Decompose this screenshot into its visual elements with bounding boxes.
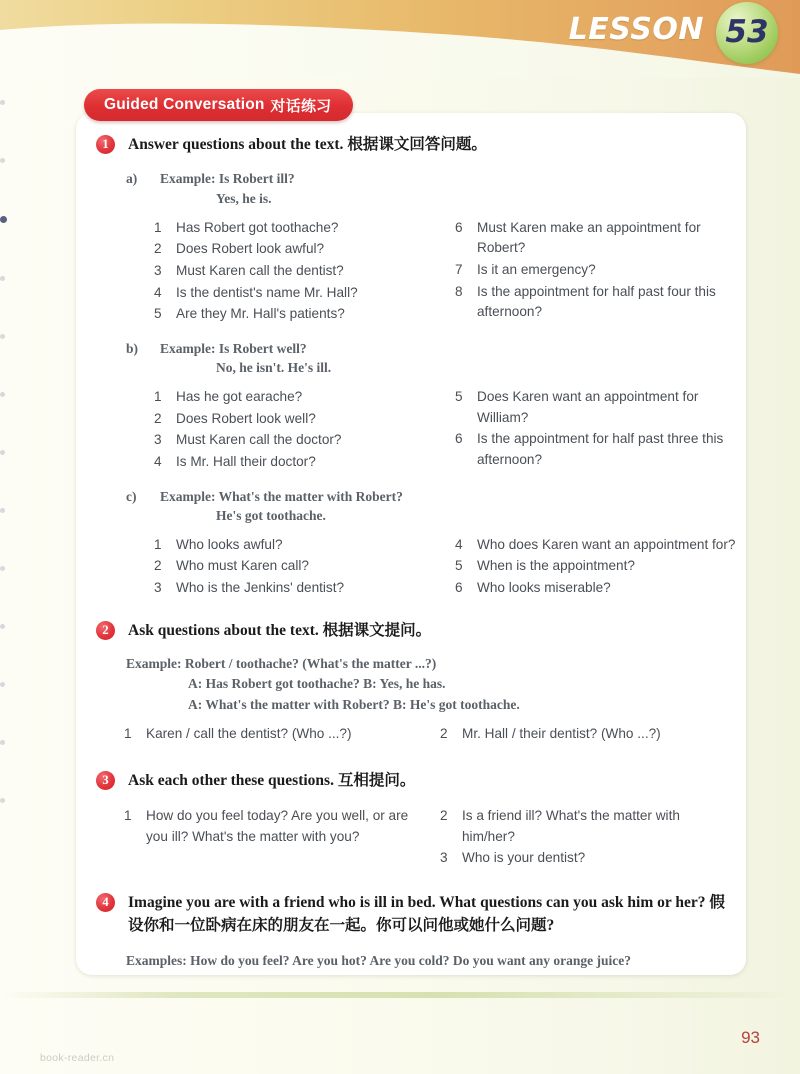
watermark: book-reader.cn [40,1052,115,1064]
part-a-example-answer: Yes, he is. [216,191,272,207]
item-number: 2 [440,808,448,824]
item-text: Is the appointment for half past three this afternoon? [477,431,724,467]
part-c-example-prompt: Example: What's the matter with Robert? [160,488,403,504]
exercise-2-questions [96,724,736,746]
exercise-3-heading [96,770,736,792]
exercise-list [96,134,736,973]
item-text: Are they Mr. Hall's patients? [176,306,345,322]
part-c-questions [126,535,736,600]
list-item [124,806,430,847]
binding-holes [0,100,7,960]
item-text: Has Robert got toothache? [176,219,339,235]
part-b-example [126,339,736,378]
item-number: 6 [455,580,463,596]
item-number: 8 [455,283,463,299]
list-item [154,430,445,451]
part-b-example-prompt: Example: Is Robert well? [160,340,307,356]
list-item [154,409,445,430]
item-number: 5 [154,306,162,322]
item-number: 1 [154,219,162,235]
exercise-number-badge: 1 [96,135,115,154]
part-a-questions [126,218,736,326]
part-c-label: c) [126,488,137,504]
binding-dot [0,392,5,397]
exercise-2 [96,620,736,746]
section-title-pill [84,89,353,121]
binding-dot [0,100,5,105]
binding-dot [0,450,5,455]
exercise-3-heading-en: Ask each other these questions. [128,771,334,789]
item-text: Who looks miserable? [477,580,611,596]
list-item [455,387,736,428]
binding-dot [0,158,5,163]
exercise-3-right-column [430,806,736,870]
item-text: Who must Karen call? [176,558,309,574]
item-text: Must Karen call the doctor? [176,432,342,448]
exercise-3 [96,770,736,870]
part-c-example [126,487,736,526]
item-text: Who looks awful? [176,536,283,552]
exercise-2-left-column [124,724,430,746]
item-text: Does Robert look awful? [176,241,325,257]
list-item [154,283,445,304]
item-text: Has he got earache? [176,389,303,404]
list-item [440,724,736,745]
exercise-4-heading-cn: 假设你和一位卧病在床的朋友在一起。你可以问他或她什么问题? [128,894,725,934]
item-number: 4 [154,453,162,469]
list-item [154,535,445,556]
item-text: Is it an emergency? [477,261,596,277]
exercise-2-example-line3: A: What's the matter with Robert? B: He's got toothache. [188,696,520,712]
part-b-left-column [154,387,445,474]
exercise-2-heading [96,620,736,642]
list-item [154,387,445,408]
list-item [154,218,445,239]
part-b-label: b) [126,340,139,356]
binding-dot [0,798,5,803]
item-number: 4 [154,284,162,300]
list-item [455,556,736,577]
item-number: 1 [124,808,132,824]
item-text: Must Karen call the dentist? [176,262,344,278]
item-number: 7 [455,261,463,277]
exercise-1-heading-cn: 根据课文回答问题。 [347,136,487,153]
item-text: When is the appointment? [477,558,635,574]
item-number: 6 [455,431,463,447]
part-c-example-answer: He's got toothache. [216,508,326,524]
binding-dot [0,508,5,513]
binding-dot [0,334,5,339]
lesson-label: LESSON [568,12,704,47]
exercise-2-heading-cn: 根据课文提问。 [322,621,432,639]
item-text: Is Mr. Hall their doctor? [176,453,316,469]
exercise-1-part-a [96,169,736,325]
exercise-number-badge: 4 [96,893,115,912]
exercise-3-questions [96,806,736,870]
item-text: Who is your dentist? [462,850,586,866]
list-item [455,578,736,599]
item-text: Is a friend ill? What's the matter with him/her? [462,808,680,844]
list-item [455,429,736,470]
item-number: 3 [440,850,448,866]
item-text: Is the dentist's name Mr. Hall? [176,284,358,300]
item-text: Who is the Jenkins' dentist? [176,580,345,596]
item-number: 2 [154,410,162,426]
exercise-number-badge: 2 [96,621,115,640]
item-number: 1 [124,725,132,741]
page-number: 93 [741,1028,760,1047]
list-item [455,260,736,281]
section-title-cn: 对话练习 [270,97,332,115]
item-text: How do you feel today? Are you well, or are you ill? What's the matter with you? [146,808,409,844]
part-a-example-prompt: Example: Is Robert ill? [160,171,295,187]
item-text: Must Karen make an appointment for Robert? [477,219,701,256]
item-number: 3 [154,432,162,448]
lesson-number-badge [716,2,778,64]
exercise-2-example [96,654,736,715]
list-item [124,724,430,745]
item-number: 6 [455,219,463,235]
header-wave-band [0,0,800,78]
exercise-number-badge: 3 [96,771,115,790]
list-item [154,556,445,577]
item-number: 2 [440,725,448,741]
part-c-right-column [445,535,736,600]
part-a-label: a) [126,171,138,187]
list-item [455,282,736,323]
exercise-4-heading-en: Imagine you are with a friend who is ill in bed. What questions can you ask him or her? [128,894,706,912]
item-number: 4 [455,536,463,552]
item-text: Mr. Hall / their dentist? (Who ...?) [462,725,661,741]
exercise-4 [96,892,736,971]
exercise-1 [96,134,736,600]
exercise-2-heading-en: Ask questions about the text. [128,621,319,639]
item-number: 5 [455,389,463,404]
item-number: 1 [154,536,162,552]
item-text: Does Karen want an appointment for William? [477,389,699,425]
item-number: 5 [455,558,463,574]
item-number: 3 [154,262,162,278]
item-number: 2 [154,558,162,574]
item-number: 2 [154,241,162,257]
list-item [154,452,445,473]
exercise-1-heading [96,134,736,156]
list-item [154,239,445,260]
part-c-left-column [154,535,445,600]
exercise-1-part-b [96,339,736,474]
part-b-questions [126,387,736,474]
part-a-right-column [445,218,736,326]
binding-dot [0,276,5,281]
exercise-4-examples: Examples: How do you feel? Are you hot? Are you cold? Do you want any orange juice? [126,952,632,968]
item-text: Who does Karen want an appointment for? [477,536,736,552]
exercise-2-right-column [430,724,736,746]
part-b-right-column [445,387,736,474]
list-item [455,218,736,259]
part-a-example [126,169,736,208]
item-number: 1 [154,389,162,404]
part-a-left-column [154,218,445,326]
page-bottom-shade [0,992,800,998]
list-item [154,261,445,282]
binding-dot [0,624,5,629]
list-item [154,578,445,599]
exercise-1-part-c [96,487,736,600]
exercise-3-left-column [124,806,430,870]
item-text: Karen / call the dentist? (Who ...?) [146,725,352,741]
list-item [154,304,445,325]
exercise-2-example-line1: Example: Robert / toothache? (What's the matter ...?) [126,656,437,672]
part-b-example-answer: No, he isn't. He's ill. [216,360,332,376]
lesson-number: 53 [725,13,769,50]
binding-dot [0,566,5,571]
exercise-1-heading-en: Answer questions about the text. [128,136,344,153]
exercise-3-heading-cn: 互相提问。 [337,771,416,789]
list-item [440,848,736,869]
exercise-2-example-line2: A: Has Robert got toothache? B: Yes, he has. [188,676,446,692]
item-text: Does Robert look well? [176,410,316,426]
item-number: 3 [154,580,162,596]
item-text: Is the appointment for half past four this afternoon? [477,283,716,320]
list-item [455,535,736,556]
list-item [440,806,736,847]
binding-dot [0,216,7,223]
exercise-4-heading [96,892,736,937]
section-title-en: Guided Conversation [104,96,265,113]
binding-dot [0,682,5,687]
binding-dot [0,740,5,745]
